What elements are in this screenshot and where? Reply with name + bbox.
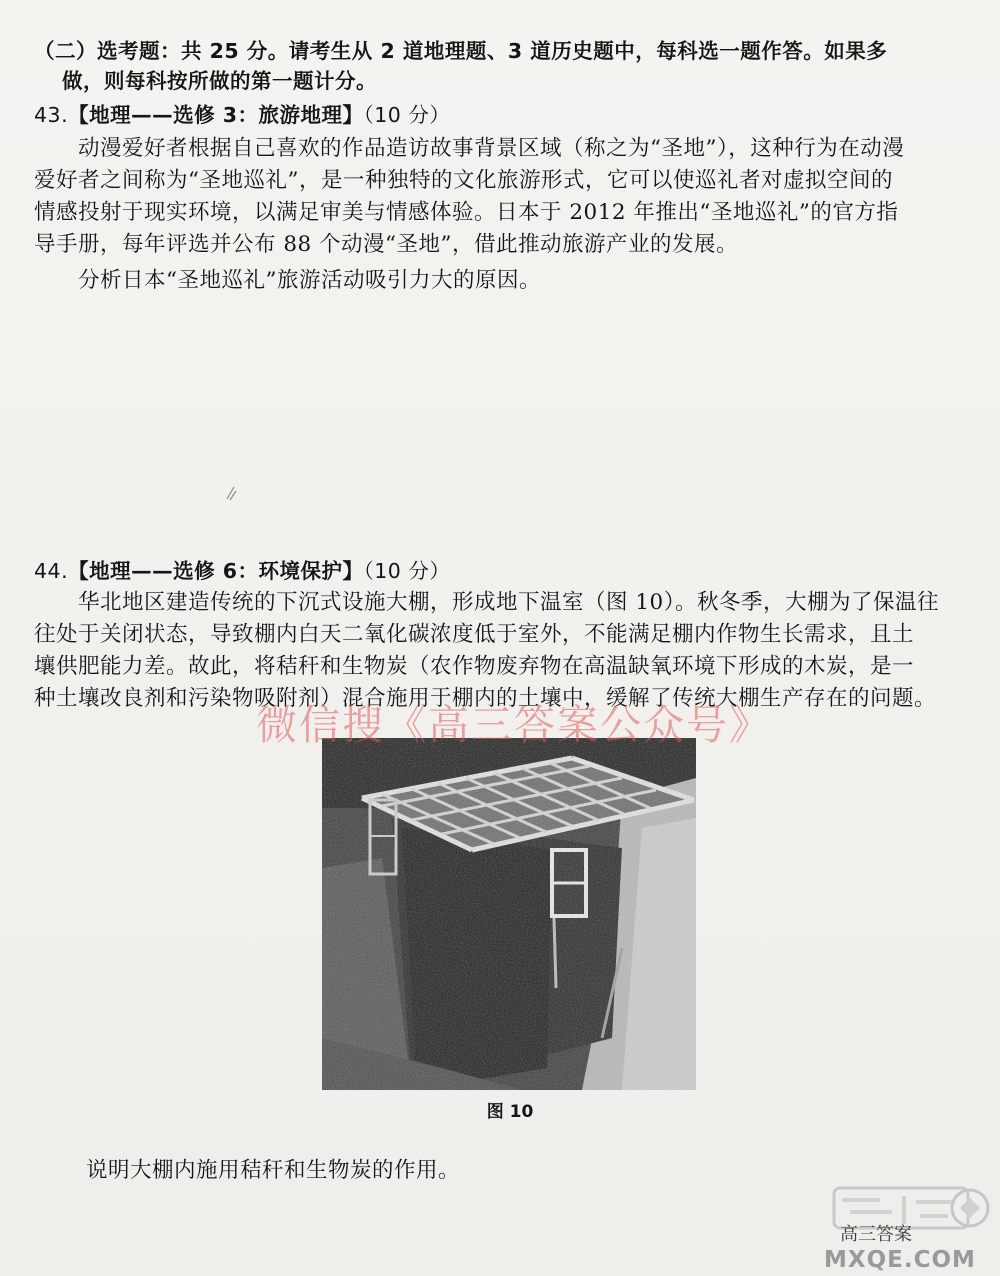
q43-para-line: 动漫爱好者根据自己喜欢的作品造访故事背景区域（称之为“圣地”），这种行为在动漫 [78, 136, 905, 161]
q43-score: （10 分） [363, 103, 451, 127]
q44-title: 【地理——选修 6：环境保护】 [68, 559, 364, 583]
q43-number: 43. [34, 103, 69, 127]
q43-para-line: 情感投射于现实环境，以满足审美与情感体验。日本于 2012 年推出“圣地巡礼”的官方指 [34, 200, 899, 225]
corner-logo-text: 高三答案 [840, 1224, 912, 1245]
q43-question: 分析日本“圣地巡礼”旅游活动吸引力大的原因。 [78, 268, 541, 293]
q43-para-line: 爱好者之间称为“圣地巡礼”，是一种独特的文化旅游形式，它可以使巡礼者对虚拟空间的 [34, 168, 893, 193]
figure-10-greenhouse-photo [322, 738, 696, 1090]
q44-para-line: 壤供肥能力差。故此，将秸秆和生物炭（农作物废弃物在高温缺氧环境下形成的木炭，是一 [34, 654, 915, 679]
q44-header [34, 556, 964, 586]
q43-title: 【地理——选修 3：旅游地理】 [68, 103, 364, 127]
section-two-instruction-line2: 做，则每科按所做的第一题计分。 [62, 69, 377, 93]
q44-question: 说明大棚内施用秸秆和生物炭的作用。 [86, 1158, 461, 1183]
corner-logo-url: MXQE.COM [824, 1247, 976, 1273]
figure-10-caption: 图 10 [486, 1102, 534, 1122]
q44-para-line: 种土壤改良剂和污染物吸附剂）混合施用于棚内的土壤中，缓解了传统大棚生产存在的问题。 [34, 686, 937, 711]
q44-number: 44. [34, 559, 69, 583]
q44-score: （10 分） [363, 559, 451, 583]
q44-para-line: 华北地区建造传统的下沉式设施大棚，形成地下温室（图 10）。秋冬季，大棚为了保温往 [78, 590, 939, 615]
pen-scratch-mark [224, 484, 238, 502]
sunken-greenhouse-image [322, 738, 696, 1090]
section-two-instruction-line1: （二）选考题：共 25 分。请考生从 2 道地理题、3 道历史题中，每科选一题作答。如果多 [34, 39, 888, 63]
wechat-watermark: 微信搜《高三答案公众号》 [256, 701, 772, 749]
q43-header [34, 100, 964, 130]
q43-para-line: 导手册，每年评选并公布 88 个动漫“圣地”，借此推动旅游产业的发展。 [34, 232, 739, 257]
q44-para-line: 往处于关闭状态，导致棚内白天二氧化碳浓度低于室外，不能满足棚内作物生长需求，且土 [34, 622, 915, 647]
